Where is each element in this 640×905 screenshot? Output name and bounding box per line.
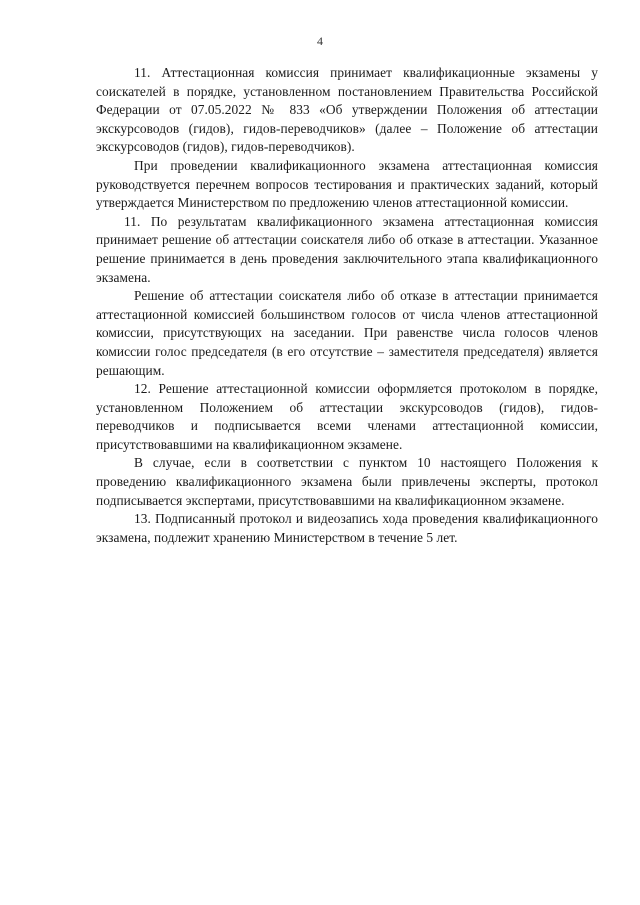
paragraph-4: Решение об аттестации соискателя либо об отказе в аттестации принимается аттестационной комиссией большинством голосов от числа членов аттестационной комиссии, присутствующих на заседании. При равенстве числа голосов членов комиссии голос председателя (в его отсутствие – заместителя председателя) является решающим. xyxy=(96,288,598,378)
body-text xyxy=(96,64,598,547)
paragraph-6: В случае, если в соответствии с пунктом 10 настоящего Положения к проведению квалификационного экзамена были привлечены эксперты, протокол подписывается экспертами, присутствовавшими на квалификационном экзамене. xyxy=(96,455,598,508)
page-number: 4 xyxy=(317,34,323,48)
paragraph-5: 12. Решение аттестационной комиссии оформляется протоколом в порядке, установленном Положением об аттестации экскурсоводов (гидов), гидов-переводчиков и подписывается всеми членами аттестационной комиссии, присутствовавшими на квалификационном экзамене. xyxy=(96,381,598,452)
paragraph-2: При проведении квалификационного экзамена аттестационная комиссия руководствуется перечнем вопросов тестирования и практических заданий, который утверждается Министерством по предложению членов аттестационной комиссии. xyxy=(96,157,598,211)
paragraph-1: 11. Аттестационная комиссия принимает квалификационные экзамены у соискателей в порядке, установленном постановлением Правительства Российской Федерации от 07.05.2022 № 833 «Об утверждении Положения об аттестации экскурсоводов (гидов), гидов-переводчиков» (далее – Положение об аттестации экскурсоводов (гидов), гидов-переводчиков). xyxy=(96,65,598,155)
paragraph-3: 11. По результатам квалификационного экзамена аттестационная комиссия принимает решение об аттестации соискателя либо об отказе в аттестации. Указанное решение принимается в день проведения заключительного этапа квалификационного экзамена. xyxy=(96,213,598,285)
paragraph-7: 13. Подписанный протокол и видеозапись хода проведения квалификационного экзамена, подлежит хранению Министерством в течение 5 лет. xyxy=(96,511,598,545)
